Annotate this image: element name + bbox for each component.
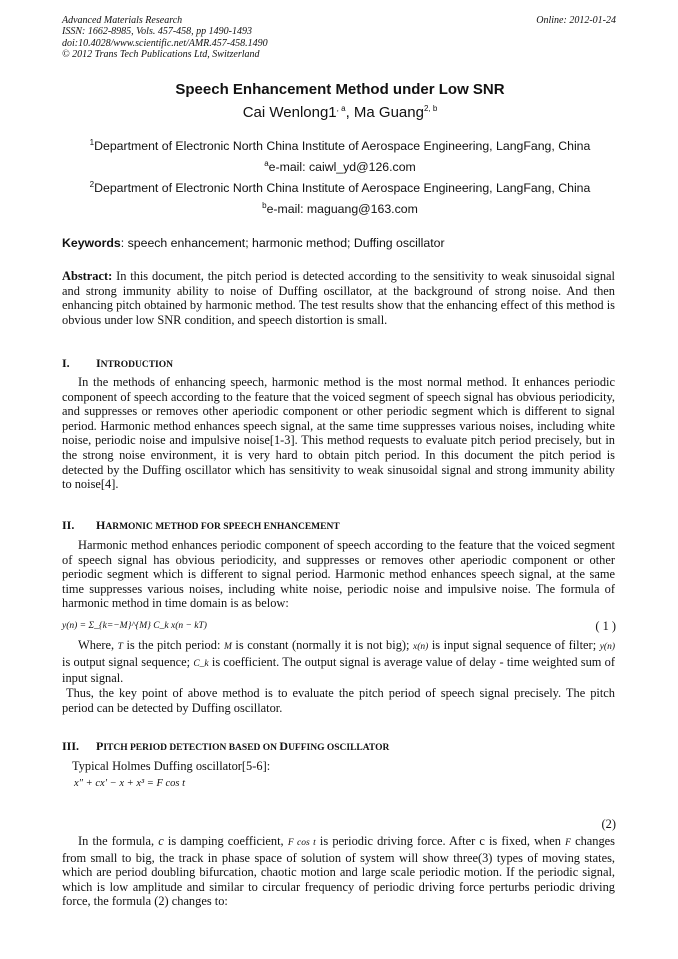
affiliation-2 bbox=[40, 180, 640, 195]
aff-sup: 2 bbox=[89, 180, 95, 189]
affiliation-1 bbox=[40, 138, 640, 153]
abstract-label: Abstract: bbox=[62, 269, 113, 283]
var: F cos t bbox=[287, 838, 316, 848]
text: is periodic driving force. After bbox=[315, 834, 480, 848]
keywords-label: Keywords bbox=[62, 236, 121, 250]
keywords-text: : speech enhancement; harmonic method; Duffing oscillator bbox=[120, 236, 445, 250]
author-sep: , bbox=[345, 104, 354, 121]
copyright: © 2012 Trans Tech Publications Ltd, Switzerland bbox=[62, 48, 260, 60]
heading-cap: P bbox=[96, 739, 104, 753]
text: is constant (normally it is not big); bbox=[231, 638, 413, 652]
author-2: Ma Guang bbox=[353, 104, 424, 121]
heading-cap: H bbox=[96, 518, 106, 532]
var: T bbox=[117, 642, 123, 652]
var: y(n) bbox=[599, 642, 615, 652]
doi: doi:10.4028/www.scientific.net/AMR.457-458.1490 bbox=[62, 37, 268, 49]
harmonic-paragraph: Harmonic method enhances periodic component of speech according to the feature that the voiced segment of speech signal has obvious periodicity, and suppresses or removes other aperiodic component or other periodic segment which is different to signal period. Harmonic method enhances speech signal, at the same time suppresses various noises, including white noise, periodic noise and impulsive noise. The formula of harmonic method in time domain is as below: bbox=[62, 538, 615, 611]
section-heading-3 bbox=[62, 739, 615, 754]
keywords bbox=[62, 236, 615, 250]
formula-1: y(n) = Σ_{k=−M}^{M} C_k x(n − kT) bbox=[62, 621, 207, 631]
equation-number-1: ( 1 ) bbox=[595, 619, 616, 633]
text: changes from small to big, the track in phase space of solution of system will show three(3) types of moving states, which are period doubling bifurcation, chaotic motion and large scale periodic motion. If the periodic signal, which is low amplitude and similar to circular frequency of periodic driving force perturbs periodic driving force, the formula (2) changes to: bbox=[62, 834, 615, 909]
heading-cap: D bbox=[279, 739, 289, 753]
var: c bbox=[158, 834, 164, 848]
aff-sup: b bbox=[262, 201, 267, 210]
author-2-sup: 2, b bbox=[423, 104, 438, 113]
var: C_k bbox=[193, 658, 209, 669]
where-paragraph bbox=[62, 638, 615, 686]
text: In the formula, bbox=[78, 834, 159, 848]
heading-rest: ARMONIC METHOD FOR SPEECH ENHANCEMENT bbox=[105, 522, 340, 532]
text: is input signal sequence of filter; bbox=[428, 638, 600, 652]
var: M bbox=[223, 642, 232, 652]
heading-cap: I bbox=[96, 356, 101, 370]
email-b bbox=[40, 201, 640, 216]
aff-text: e-mail: maguang@163.com bbox=[266, 202, 418, 217]
heading-rest: NTRODUCTION bbox=[100, 360, 173, 370]
text: is output signal sequence; bbox=[62, 654, 194, 669]
text: is coefficient. The output signal is average value of delay - time weighted sum of input signal. bbox=[62, 654, 615, 686]
paper-title: Speech Enhancement Method under Low SNR bbox=[175, 81, 505, 98]
var: F bbox=[565, 838, 571, 848]
text: is damping coefficient, bbox=[163, 834, 288, 848]
intro-paragraph: In the methods of enhancing speech, harmonic method is the most normal method. It enhances periodic component of speech according to the feature that the voiced segment of speech signal has obvious periodicity, and suppresses or removes other aperiodic component or other periodic segment which is different to signal period. Harmonic method enhances speech signal, at the same time suppresses various noises, including white noise, periodic noise and impulsive noise[1-3]. This method requests to evaluate pitch period precisely, but in the strong noise environment, it is very hard to obtain pitch period. In this document the pitch period is detected by the Duffing oscillator which has sensitivity to weak sinusoidal signal and strong immunity ability to noise[4]. bbox=[62, 375, 615, 492]
var: x(n) bbox=[413, 642, 429, 652]
duffing-intro: Typical Holmes Duffing oscillator[5-6]: bbox=[72, 759, 271, 773]
aff-sup: 1 bbox=[89, 138, 95, 147]
heading-rest: ITCH PERIOD DETECTION BASED ON bbox=[103, 743, 280, 753]
text: is fixed, when bbox=[484, 834, 566, 848]
formula-2: x″ + cx′ − x + x³ = F cos t bbox=[74, 778, 186, 789]
aff-text: Department of Electronic North China Institute of Aerospace Engineering, LangFang, China bbox=[94, 181, 591, 196]
thus-paragraph: Thus, the key point of above method is to evaluate the pitch period of speech signal precisely. The pitch period can be detected by Duffing oscillator. bbox=[62, 686, 615, 715]
equation-number-2: (2) bbox=[601, 817, 616, 831]
abstract bbox=[62, 269, 615, 327]
aff-sup: a bbox=[264, 159, 269, 168]
online-date: Online: 2012-01-24 bbox=[536, 15, 616, 26]
section-heading-2 bbox=[62, 518, 615, 533]
aff-text: e-mail: caiwl_yd@126.com bbox=[268, 160, 416, 175]
author-1-sup: , a bbox=[336, 104, 346, 113]
authors bbox=[40, 104, 640, 121]
issn: ISSN: 1662-8985, Vols. 457-458, pp 1490-1493 bbox=[62, 26, 252, 38]
var: c bbox=[479, 834, 485, 848]
formula-paragraph bbox=[62, 834, 615, 909]
section-num: I. bbox=[62, 356, 70, 370]
email-a bbox=[40, 159, 640, 174]
text: Where, bbox=[78, 638, 118, 652]
heading-rest: UFFING OSCILLATOR bbox=[288, 743, 390, 753]
journal-header bbox=[62, 15, 615, 60]
section-num: II. bbox=[62, 518, 75, 532]
author-1: Cai Wenlong1 bbox=[242, 104, 337, 121]
section-num: III. bbox=[62, 739, 80, 753]
section-heading-1 bbox=[62, 356, 615, 371]
abstract-text: In this document, the pitch period is detected according to the sensitivity to weak sinusoidal signal and strong immunity ability to noise of Duffing oscillator, at the background of strong noise. And then enhancing pitch obtained by harmonic method. The test results show that the enhancing effect of this method is obvious under low SNR condition, and speech distortion is small. bbox=[62, 269, 615, 327]
text: is the pitch period: bbox=[122, 638, 224, 652]
aff-text: Department of Electronic North China Institute of Aerospace Engineering, LangFang, China bbox=[94, 139, 591, 154]
journal-name: Advanced Materials Research bbox=[62, 15, 183, 26]
